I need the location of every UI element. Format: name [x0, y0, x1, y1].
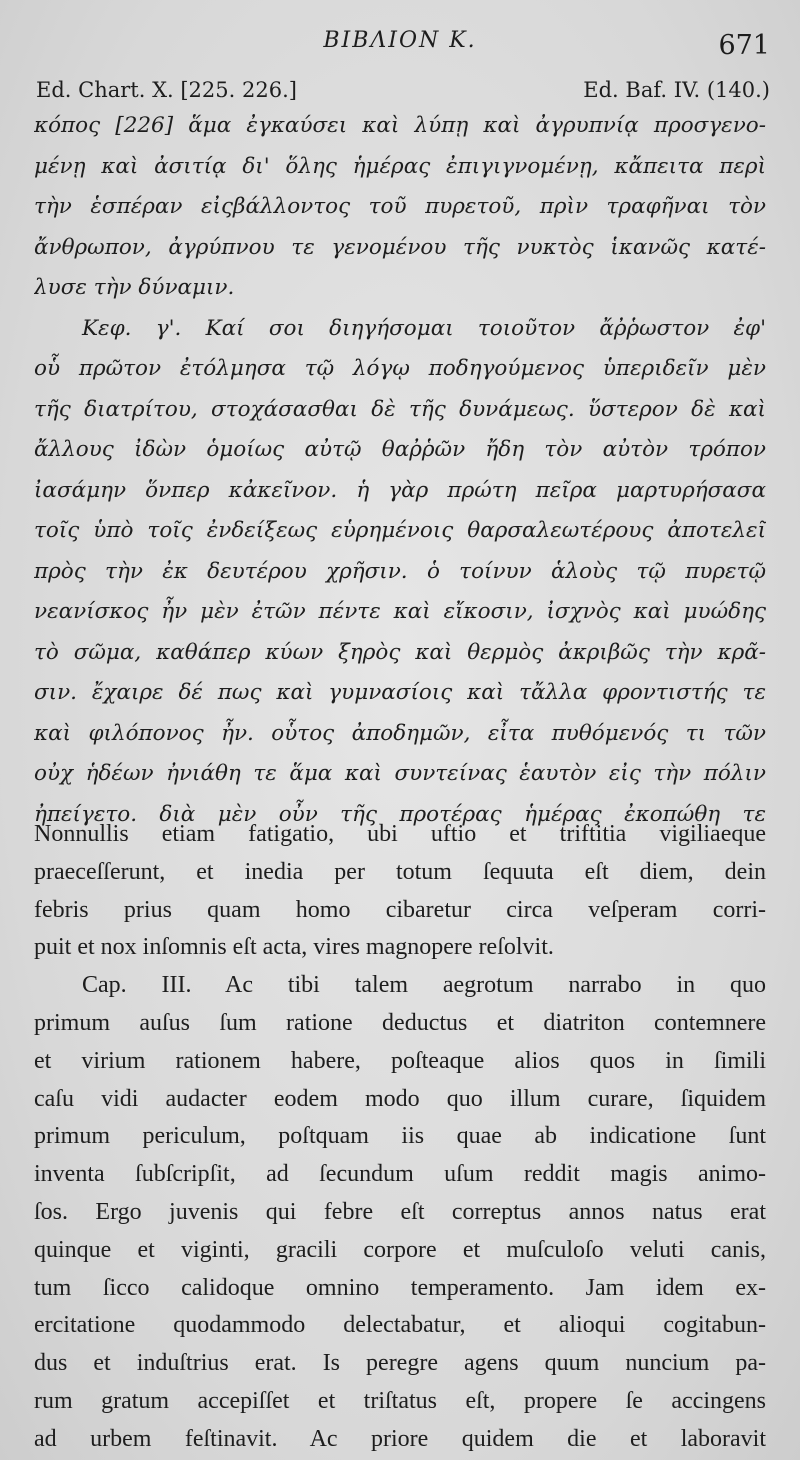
latin-line: puit et nox inſomnis eſt acta, vires magnopere reſolvit.	[34, 934, 554, 961]
latin-line: et virium rationem habere, poſteaque alios quos in ſimili	[34, 1047, 766, 1074]
greek-line: λυσε τὴν δύναμιν.	[34, 275, 235, 300]
latin-line: ſos. Ergo juvenis qui febre eſt correptus annos natus erat	[34, 1198, 766, 1225]
latin-line: primum auſus ſum ratione deductus et diatriton contemnere	[34, 1009, 766, 1036]
latin-line: quinque et viginti, gracili corpore et muſculoſo veluti canis,	[34, 1236, 766, 1263]
greek-line: τὸ σῶμα, καθάπερ κύων ξηρὸς καὶ θερμὸς ἀκριβῶς τὴν κρᾶ-	[34, 639, 766, 665]
greek-line: τοῖς ὑπὸ τοῖς ἐνδείξεως εὑρημένοις θαρσαλεωτέρους ἀποτελεῖ	[34, 518, 766, 543]
running-head: ΒΙΒΛΙΟΝ Κ.	[323, 28, 477, 53]
greek-line: Κεφ. γ'. Καί σοι διηγήσομαι τοιοῦτον ἄῤῥωστον ἐφ'	[82, 315, 766, 341]
latin-text-block	[34, 816, 766, 1459]
latin-line: primum periculum, poſtquam iis quae ab indicatione ſunt	[34, 1123, 766, 1150]
latin-line: caſu vidi audacter eodem modo quo illum curare, ſiquidem	[34, 1085, 766, 1112]
greek-line: κόπος [226] ἅμα ἐγκαύσει καὶ λύπῃ καὶ ἀγρυπνίᾳ προσγενο-	[34, 113, 766, 138]
greek-line: ἠπείγετο. διὰ μὲν οὖν τῆς προτέρας ἡμέρας ἐκοπώθη τε	[34, 801, 766, 827]
greek-line: καὶ φιλόπονος ἦν. οὗτος ἀποδημῶν, εἶτα πυθόμενός τι τῶν	[34, 720, 766, 746]
latin-line: Cap. III. Ac tibi talem aegrotum narrabo in quo	[82, 972, 766, 999]
latin-line: inventa ſubſcripſit, ad ſecundum uſum reddit magis animo-	[34, 1161, 766, 1188]
latin-line: ad urbem feſtinavit. Ac priore quidem die et laboravit	[34, 1425, 766, 1452]
latin-line: dus et induſtrius erat. Is peregre agens quum nuncium pa-	[34, 1350, 766, 1377]
greek-line: πρὸς τὴν ἐκ δευτέρου χρῆσιν. ὁ τοίνυν ἁλοὺς τῷ πυρετῷ	[34, 558, 766, 584]
greek-line: τῆς διατρίτου, στοχάσασθαι δὲ τῆς δυνάμεως. ὕστερον δὲ καὶ	[34, 396, 766, 422]
greek-line: οὗ πρῶτον ἐτόλμησα τῷ λόγῳ ποδηγούμενος ὑπεριδεῖν μὲν	[34, 356, 766, 381]
greek-line: οὐχ ἡδέων ἠνιάθη τε ἅμα καὶ συντείνας ἑαυτὸν εἰς τὴν πόλιν	[34, 761, 766, 786]
greek-text-block	[34, 106, 766, 835]
greek-line: σιν. ἔχαιρε δέ πως καὶ γυμνασίοις καὶ τἄλλα φροντιστής τε	[34, 680, 766, 705]
greek-line: νεανίσκος ἦν μὲν ἐτῶν πέντε καὶ εἴκοσιν, ἰσχνὸς καὶ μυώδης	[34, 599, 766, 624]
latin-line: Nonnullis etiam fatigatio, ubi uftio et triftitia vigiliaeque	[34, 821, 766, 847]
latin-line: tum ſicco calidoque omnino temperamento. Jam idem ex-	[34, 1274, 766, 1301]
latin-line: rum gratum accepiſſet et triſtatus eſt, propere ſe accingens	[34, 1387, 766, 1414]
edition-reference-left: Ed. Chart. X. [225. 226.]	[36, 78, 297, 102]
greek-line: μένῃ καὶ ἀσιτίᾳ δι' ὅλης ἡμέρας ἐπιγιγνομένῃ, κἄπειτα περὶ	[34, 153, 766, 179]
greek-line: ἰασάμην ὅνπερ κἀκεῖνον. ἡ γὰρ πρώτη πεῖρα μαρτυρήσασα	[34, 477, 766, 503]
latin-line: praeceſſerunt, et inedia per totum ſequuta eſt diem, dein	[34, 858, 766, 885]
latin-line: febris prius quam homo cibaretur circa veſperam corri-	[34, 896, 766, 923]
page-number: 671	[718, 30, 770, 61]
latin-line: ercitatione quodammodo delectabatur, et alioqui cogitabun-	[34, 1312, 766, 1339]
greek-line: τὴν ἑσπέραν εἰςβάλλοντος τοῦ πυρετοῦ, πρὶν τραφῆναι τὸν	[34, 194, 766, 219]
greek-line: ἄλλους ἰδὼν ὁμοίως αὐτῷ θαῤῥῶν ἤδη τὸν αὐτὸν τρόπον	[34, 437, 766, 462]
edition-reference-right: Ed. Baf. IV. (140.)	[583, 78, 770, 102]
edition-reference-line	[36, 78, 770, 106]
greek-line: ἄνθρωπον, ἀγρύπνου τε γενομένου τῆς νυκτὸς ἱκανῶς κατέ-	[34, 234, 766, 260]
